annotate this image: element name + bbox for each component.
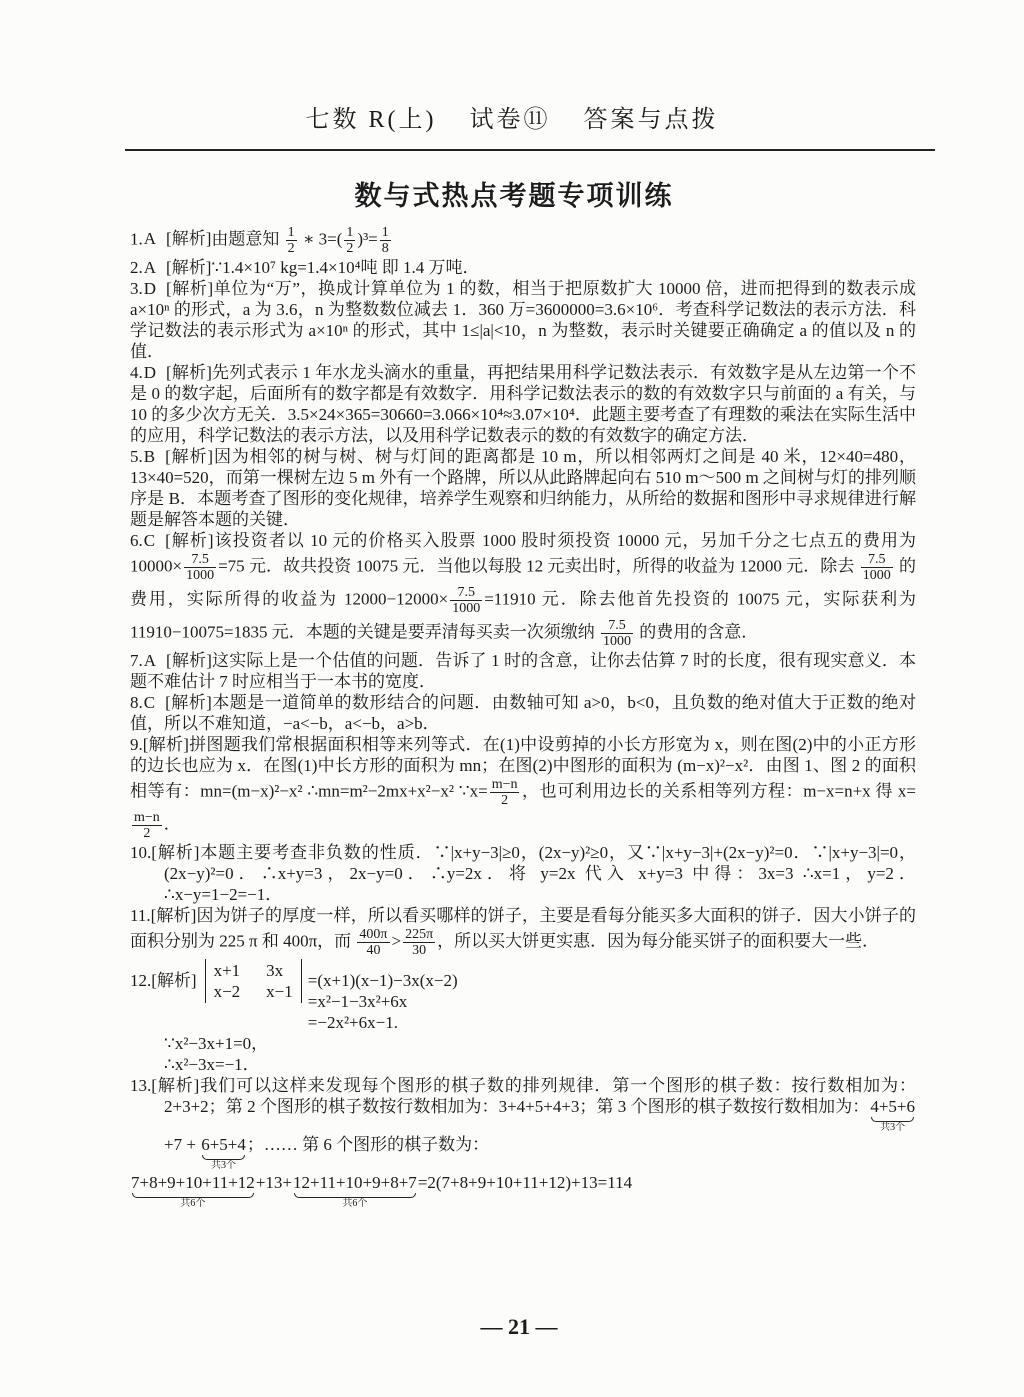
- answer-item: [130, 224, 916, 257]
- answer-list: [130, 224, 916, 1210]
- answer-choice: A: [143, 651, 157, 670]
- answer-item: [130, 278, 916, 362]
- answer-number: 4.: [130, 363, 143, 382]
- text-run: +7 +: [164, 1135, 201, 1154]
- answer-choice: D: [143, 363, 157, 382]
- answer-paragraph: [130, 734, 916, 842]
- text-run: )³=: [357, 229, 378, 249]
- page-number: — 21 —: [480, 1314, 558, 1339]
- answer-number: 10.: [130, 843, 152, 862]
- analysis-tag: [解析]: [166, 258, 212, 277]
- fraction-denominator: 30: [412, 943, 427, 958]
- fraction: [490, 777, 520, 808]
- text-run: =75 元．故共投资 10075 元．当他以每股 12 元卖出时，所得的收益为 12000 元．除去: [218, 556, 859, 576]
- answer-paragraph: [130, 842, 916, 905]
- fraction: [861, 552, 893, 583]
- fraction-numerator: 1: [381, 225, 389, 240]
- fraction-denominator: 1000: [452, 601, 481, 616]
- answer-number: 12.: [130, 971, 152, 990]
- text-run: =11910 元．除去他首先投资的 10075 元，实际获利为 11910−10075=1835 元．本题的关键是要弄清每买卖一次须缴纳: [130, 589, 916, 642]
- fraction: [450, 585, 482, 616]
- analysis-tag: [解析]: [165, 531, 214, 550]
- text-run: 单位为“万”，换成计算单位为 1 的数，相当于把原数扩大 10000 倍，进而把得到的数表示成 a×10ⁿ 的形式，a 为 3.6，n 为整数数位减去 1．360 万=3600000=3.6×10⁶．考查科学记数法的表示方法．科学记数法的表示形式为 a×10ⁿ 的形式，其中 1≤|a|<10，n 为整数，表示时关键要正确确定 a 的值以及 n 的值．: [130, 279, 916, 361]
- answer-number: 11.: [130, 906, 151, 925]
- fraction-numerator: 7.5: [601, 618, 633, 634]
- text-run: 本题主要考查非负数的性质．∵|x+y−3|≥0，(2x−y)²≥0，又∵|x+y−3|+(2x−y)²=0．∵|x+y−3|=0，(2x−y)²=0．∴x+y=3，2x−y=0．∴y=2x．将 y=2x 代入 x+y=3 中得：3x=3 ∴x=1，y=2．∴x−y=1−2=−1．: [164, 843, 916, 904]
- fraction-denominator: 40: [366, 943, 381, 958]
- determinant-entry: x−2: [213, 982, 241, 1001]
- analysis-tag: [解析]: [166, 651, 212, 670]
- analysis-tag: [解析]: [165, 693, 212, 712]
- underbrace-label: 共6个: [180, 1198, 206, 1209]
- text-run: ∴x²−3x=−1．: [164, 1055, 260, 1074]
- answer-paragraph: [130, 905, 916, 959]
- answer-paragraph: [130, 1075, 916, 1172]
- fraction-denominator: 2: [287, 241, 295, 256]
- answer-number: 2.: [130, 258, 143, 277]
- fraction-denominator: 1000: [603, 634, 632, 649]
- fraction: [344, 225, 355, 256]
- equation-steps: [308, 970, 458, 1033]
- fraction-numerator: 1: [346, 225, 354, 240]
- analysis-tag: [解析]: [142, 735, 189, 754]
- answer-item: [130, 362, 916, 446]
- underbrace-label: 共3个: [880, 1122, 906, 1133]
- answer-number: 5.: [130, 447, 143, 466]
- answer-item: [130, 446, 916, 530]
- text-run: 先列式表示 1 年水龙头滴水的重量，再把结果用科学记数法表示．有效数字是从左边第一个不是 0 的数字起，后面所有的数字都是有效数字．用科学记数法表示的数的有效数字只与前面的 a 有关，与 10 的多少次方无关．3.5×24×365=30660=3.066×10⁴≈3.07×10⁴．此题主要考查了有理数的乘法在实际生活中的应用，科学记数法的表示方法，以及用科学记数表示的数的有效数字的确定方法．: [130, 363, 917, 445]
- fraction-numerator: 7.5: [450, 585, 482, 601]
- fraction: [286, 225, 297, 256]
- answer-item: [130, 842, 916, 905]
- answer-choice: C: [143, 693, 156, 712]
- answer-item: [130, 959, 916, 1075]
- underbrace-group: [201, 1134, 246, 1172]
- answer-paragraph: [130, 224, 916, 257]
- answer-paragraph: [130, 1054, 916, 1075]
- page-header: [0, 104, 1024, 136]
- answer-number: 8.: [130, 693, 143, 712]
- text-run: 该投资者以 10 元的价格买入股票 1000 股时须投资 10000 元，另加千分之七点五的费用为 10000×: [130, 531, 917, 576]
- fraction-numerator: 7.5: [861, 552, 893, 568]
- underbrace-group: [870, 1096, 915, 1134]
- text-run: 由题意知: [211, 229, 284, 249]
- answer-choice: D: [143, 279, 157, 298]
- answer-item: [130, 734, 916, 842]
- text-run: 因为饼子的厚度一样，所以看买哪样的饼子，主要是看每分能买多大面积的饼子．因大小饼子的面积分别为 225 π 和 400π，而: [130, 906, 917, 951]
- analysis-tag: [解析]: [166, 363, 212, 382]
- analysis-tag: [解析]: [151, 843, 200, 862]
- equation-line: =−2x²+6x−1.: [307, 1013, 398, 1032]
- text-run: ，所以买大饼更实惠．因为每分能买饼子的面积要大一些．: [437, 931, 880, 951]
- fraction-numerator: 1: [287, 225, 295, 240]
- answer-paragraph: [130, 257, 916, 278]
- fraction-numerator: 225π: [405, 927, 434, 942]
- analysis-tag: [解析]: [166, 279, 214, 298]
- answer-number: 3.: [130, 279, 143, 298]
- answer-item: [130, 257, 916, 278]
- text-run: 我们可以这样来发现每个图形的棋子数的排列规律．第一个图形的棋子数：按行数相加为：2+3+2；第 2 个图形的棋子数按行数相加为：3+4+5+4+3；第 3 个图形的棋子数按行数相加为：: [164, 1076, 916, 1116]
- fraction-denominator: 8: [381, 241, 389, 256]
- text-run: ．: [163, 814, 181, 834]
- determinant-entry: 3x: [266, 961, 284, 980]
- text-run: =2(7+8+9+10+11+12)+13=114: [417, 1173, 633, 1192]
- answer-paragraph: [130, 1172, 916, 1210]
- answer-item: [130, 692, 916, 734]
- determinant-entry: x−1: [266, 982, 293, 1001]
- underbrace-label: 共6个: [342, 1198, 368, 1209]
- fraction-numerator: m−n: [491, 777, 518, 792]
- text-run: 本题是一道简单的数形结合的问题．由数轴可知 a>0，b<0，且负数的绝对值大于正数的绝对值，所以不难知道，−a<−b，a<−b，a>b．: [130, 693, 917, 733]
- answer-number: 6.: [130, 531, 143, 550]
- fraction-denominator: 2: [143, 826, 151, 841]
- text-run: +13+: [255, 1173, 292, 1192]
- text-run: >: [391, 931, 402, 951]
- answer-number: 9.: [130, 735, 143, 754]
- analysis-tag: [解析]: [150, 906, 197, 925]
- fraction-denominator: 2: [346, 241, 354, 256]
- fraction-denominator: 2: [501, 793, 509, 808]
- equation-line: =(x+1)(x−1)−3x(x−2): [307, 971, 458, 990]
- underbrace-label: 共3个: [211, 1160, 237, 1171]
- fraction-denominator: 1000: [186, 568, 215, 583]
- fraction-numerator: 400π: [359, 927, 388, 942]
- fraction: [132, 810, 162, 841]
- answer-paragraph: [130, 692, 916, 734]
- fraction-numerator: m−n: [134, 810, 160, 825]
- analysis-tag: [解析]: [151, 971, 197, 990]
- fraction-denominator: 1000: [862, 568, 891, 583]
- answer-paragraph: [130, 278, 916, 362]
- answer-paragraph: [130, 959, 916, 1033]
- answer-item: [130, 1075, 916, 1210]
- text-run: 拼图题我们常根据面积相等来列等式．在(1)中设剪掉的小长方形宽为 x，则在图(2)中的小正方形的边长也应为 x．在图(1)中长方形的面积为 mn；在图(2)中图形的面积为 (m−x)²−x²．由图 1、图 2 的面积相等有：mn=(m−x)²−x² ∴mn=m²−2mx+x²−x² ∵x=: [130, 735, 916, 801]
- underbrace-group: [131, 1172, 255, 1210]
- underbraced-terms: 7+8+9+10+11+12: [131, 1173, 255, 1192]
- text-run: ∵1.4×10⁷ kg=1.4×10⁴吨 即 1.4 万吨．: [211, 258, 480, 277]
- answer-choice: A: [143, 229, 157, 249]
- fraction: [601, 618, 633, 649]
- answer-choice: B: [143, 447, 156, 466]
- answer-item: [130, 905, 916, 959]
- header-paper: 试卷⑪: [469, 107, 551, 133]
- fraction: [403, 927, 435, 958]
- underbraced-terms: 4+5+6: [870, 1097, 915, 1116]
- page-title: 数与式热点考题专项训练: [354, 181, 674, 211]
- text-run: ∗ 3=(: [298, 229, 343, 249]
- answer-choice: A: [143, 258, 157, 277]
- text-run: 因为相邻的树与树、树与灯间的距离都是 10 m，所以相邻两灯之间是 40 米，12×40=480，13×40=520，而第一棵树左边 5 m 外有一个路牌，所以从此路牌起向右 510 m～500 m 之间树与灯的排列顺序是 B．本题考查了图形的变化规律，培养学生观察和归纳能力，从所给的数据和图形中寻求规律进行解题是解答本题的关键．: [130, 447, 916, 529]
- fraction-numerator: 7.5: [184, 552, 216, 568]
- answer-paragraph: [130, 650, 916, 692]
- answer-choice: C: [143, 531, 156, 550]
- underbraced-terms: 12+11+10+9+8+7: [293, 1173, 417, 1192]
- determinant-entry: x+1: [213, 961, 241, 980]
- text-run: 这实际上是一个估值的问题．告诉了 1 时的含意，让你去估算 7 时的长度，很有现实意义．本题不难估计 7 时应相当于一本书的宽度．: [130, 651, 916, 691]
- text-run: ；…… 第 6 个图形的棋子数为：: [246, 1135, 490, 1154]
- header-subject: 七数 R(上): [305, 107, 437, 133]
- answer-paragraph: [130, 1033, 916, 1054]
- fraction: [380, 225, 391, 256]
- analysis-tag: [解析]: [151, 1076, 200, 1095]
- answer-paragraph: [130, 446, 916, 530]
- answer-item: [130, 650, 916, 692]
- answer-number: 1.: [130, 229, 143, 249]
- answer-number: 13.: [130, 1076, 152, 1095]
- text-run: 的费用的含意．: [635, 622, 759, 642]
- equation-line: =x²−1−3x²+6x: [307, 992, 408, 1011]
- answer-number: 7.: [130, 651, 143, 670]
- analysis-tag: [解析]: [165, 447, 214, 466]
- determinant: [205, 959, 302, 1003]
- analysis-tag: [解析]: [166, 229, 212, 249]
- fraction: [357, 927, 389, 958]
- text-run: 的费用，实际所得的收益为 12000−12000×: [130, 556, 916, 609]
- answer-paragraph: [130, 362, 916, 446]
- text-run: ，也可利用边长的关系相等列方程：m−x=n+x 得 x=: [521, 781, 916, 801]
- answer-paragraph: [130, 530, 916, 650]
- underbraced-terms: 6+5+4: [201, 1135, 246, 1154]
- text-run: ∵x²−3x+1=0，: [164, 1034, 269, 1053]
- fraction: [184, 552, 216, 583]
- header-rule: [125, 149, 935, 151]
- answer-item: [130, 530, 916, 650]
- header-section: 答案与点拨: [583, 107, 719, 133]
- underbrace-group: [293, 1172, 417, 1210]
